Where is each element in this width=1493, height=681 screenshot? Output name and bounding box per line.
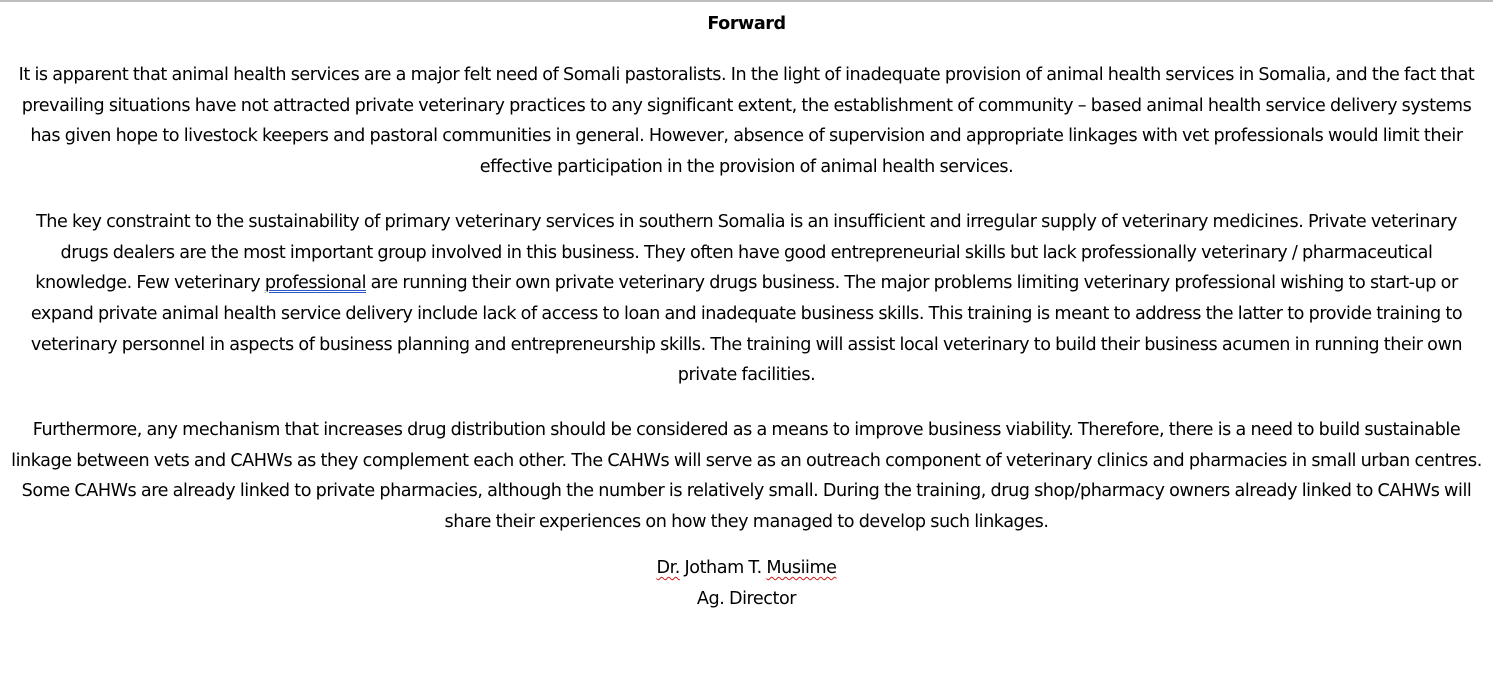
- paragraph-2-text-a: The key constraint to the sustainability of primary veterinary services in southern Somalia is an insufficient and irregular supply of veterinary medicines. Private veterinary drugs dealers are the most important group involved in this business. They often have good entrepreneurial skills but lack professionally veterinary / pharmaceutical knowledge. Few veterinary: [35, 211, 1458, 294]
- document-title: Forward: [707, 14, 786, 34]
- document-page: [10, 10, 1483, 615]
- paragraph-2-text-b: are running their own private veterinary drugs business. The major problems limiting veterinary professional wishing to start-up or expand private animal health service delivery include lack of access to loan and inadequate business skills. This training is meant to address the latter to provide training to veterinary personnel in aspects of business planning and entrepreneurship skills. The training will assist local veterinary to build their business acumen in running their own private facilities.: [30, 273, 1463, 386]
- paragraph-1: It is apparent that animal health services are a major felt need of Somali pastoralists. In the light of inadequate provision of animal health services in Somalia, and the fact that prevailing situations have not attracted private veterinary practices to any significant extent, the establishment of community – based animal health service delivery systems has given hope to livestock keepers and pastoral communities in general. However, absence of supervision and appropriate linkages with vet professionals would limit their effective participation in the provision of animal health services.: [18, 65, 1475, 178]
- paragraph-2: [10, 207, 1483, 391]
- signature-name: [10, 553, 1483, 584]
- signature-surname: Musiime: [766, 557, 837, 578]
- paragraph-3: Furthermore, any mechanism that increases drug distribution should be considered as a means to improve business viability. Therefore, there is a need to build sustainable linkage between vets and CAHWs as they complement each other. The CAHWs will serve as an outreach component of veterinary clinics and pharmacies in small urban centres. Some CAHWs are already linked to private pharmacies, although the number is relatively small. During the training, drug shop/pharmacy owners already linked to CAHWs will share their experiences on how they managed to develop such linkages.: [11, 420, 1482, 533]
- grammar-flagged-word: professional: [264, 273, 367, 294]
- signature-role: Ag. Director: [696, 588, 797, 609]
- signature-first-names: Jotham T.: [684, 557, 762, 578]
- signature-prefix: Dr.: [656, 557, 680, 578]
- top-border: [0, 0, 1493, 2]
